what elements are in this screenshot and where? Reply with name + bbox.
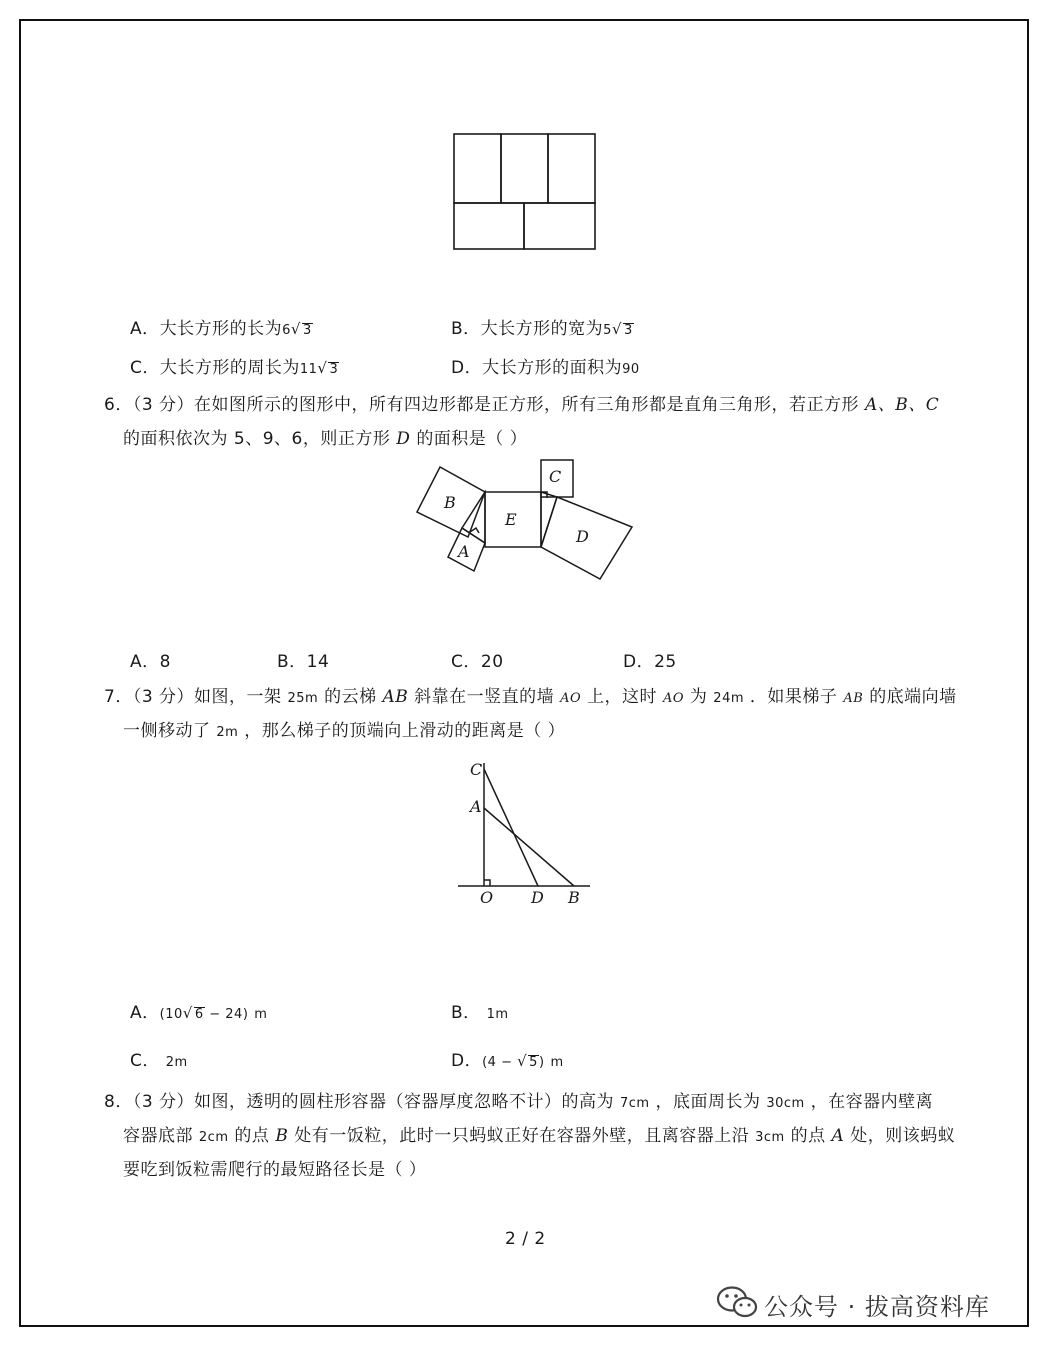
q5-option-a: A．大长方形的长为6√ 3 [130, 319, 312, 339]
q6-label-b: B [444, 493, 456, 512]
q5-rect-top-right [548, 134, 595, 203]
q6-squares-figure [412, 455, 638, 585]
q5-option-c: C．大长方形的周长为11√ 3 [130, 358, 339, 378]
q7-right-angle-mark [484, 880, 490, 886]
watermark-text: 公众号 · 拔高资料库 [764, 1293, 990, 1321]
q5-rectangles-figure [450, 130, 600, 254]
q7-label-a: A [470, 797, 482, 816]
q7-label-d: D [531, 888, 544, 907]
q7-label-b: B [568, 888, 580, 907]
q6-option-b: B．14 [277, 652, 330, 672]
q8-stem-line3: 要吃到饭粒需爬行的最短路径长是（ ） [123, 1160, 427, 1180]
q6-label-c: C [549, 467, 562, 486]
q7-option-b: B． 1m [451, 1003, 509, 1023]
q7-label-o: O [480, 888, 494, 907]
q7-ladder-figure [456, 755, 596, 910]
q8-stem-line1: 8．（3 分）如图，透明的圆柱形容器（容器厚度忽略不计）的高为 7cm ，底面周长为 30cm ，在容器内壁离 [104, 1092, 934, 1112]
q6-stem-line2: 的面积依次为 5、9、6，则正方形 D 的面积是（ ） [123, 429, 528, 449]
q7-label-c: C [470, 760, 483, 779]
q6-label-d: D [576, 527, 589, 546]
q7-option-c: C． 2m [130, 1051, 188, 1071]
q7-stem-line2: 一侧移动了 2m ，那么梯子的顶端向上滑动的距离是（ ） [123, 721, 566, 741]
q6-option-c: C．20 [451, 652, 504, 672]
q5-rect-top-left [454, 134, 501, 203]
q7-ladder-cd [484, 769, 538, 886]
q5-rect-top-mid [501, 134, 548, 203]
page-number: 2 / 2 [505, 1229, 546, 1249]
q5-rect-bottom-right [524, 203, 595, 249]
wechat-icon [716, 1284, 760, 1320]
q7-option-a: A．(10√ 6 − 24) m [130, 1003, 268, 1023]
q6-option-a: A．8 [130, 652, 171, 672]
q6-label-e: E [505, 510, 517, 529]
q7-option-d: D．(4 − √ 5) m [451, 1051, 564, 1071]
q6-option-d: D．25 [623, 652, 677, 672]
q8-stem-line2: 容器底部 2cm 的点 B 处有一饭粒，此时一只蚂蚁正好在容器外壁，且离容器上沿 3cm 的点 A 处，则该蚂蚁 [123, 1126, 956, 1146]
q7-ladder-ab [484, 808, 574, 886]
q7-stem-line1: 7．（3 分）如图，一架 25m 的云梯 AB 斜靠在一竖直的墙 AO 上，这时 AO 为 24m ．如果梯子 AB 的底端向墙 [104, 687, 957, 707]
q6-stem-line1: 6．（3 分）在如图所示的图形中，所有四边形都是正方形，所有三角形都是直角三角形，若正方形 A、B、C [104, 395, 940, 415]
q5-rect-bottom-left [454, 203, 524, 249]
q6-label-a: A [458, 542, 470, 561]
q5-option-d: D．大长方形的面积为90 [451, 358, 640, 378]
q5-option-b: B．大长方形的宽为5√ 3 [451, 319, 633, 339]
